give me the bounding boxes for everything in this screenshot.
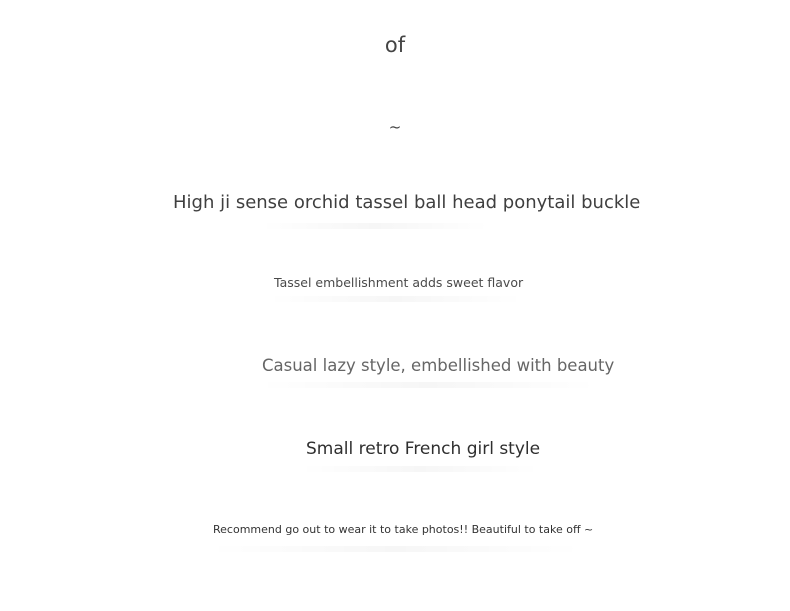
text-line-tilde: ~ (388, 118, 402, 136)
ghost-underline (268, 296, 523, 302)
text-line-headline: High ji sense orchid tassel ball head ponytail buckle (173, 192, 641, 213)
ghost-underline (300, 466, 540, 472)
text-line-french: Small retro French girl style (306, 439, 541, 459)
ghost-underline (258, 382, 598, 388)
text-line-recommend: Recommend go out to wear it to take photos!! Beautiful to take off ~ (213, 523, 594, 536)
text-line-casual: Casual lazy style, embellished with beauty (262, 356, 615, 375)
text-line-tassel: Tassel embellishment adds sweet flavor (274, 275, 524, 290)
text-line-of: of (384, 33, 406, 57)
ghost-underline (260, 223, 490, 229)
ghost-underline (208, 546, 583, 552)
